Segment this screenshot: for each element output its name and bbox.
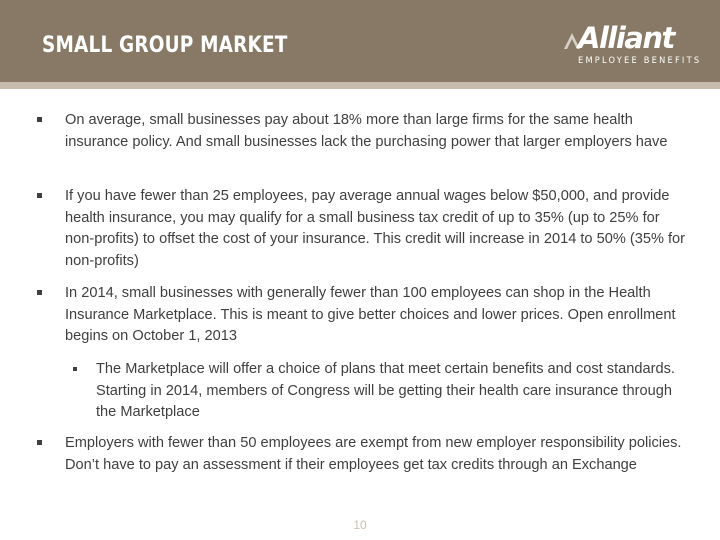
slide-title: SMALL GROUP MARKET [42,33,288,58]
bullet-text: In 2014, small businesses with generally fewer than 100 employees can shop in the Health Insurance Marketplace. This is meant to give better choices and lower prices. Open enrollment begins on October 1, 2013 [65,285,676,345]
alliant-logo [564,21,702,70]
square-bullet-icon [37,117,42,122]
page-number: 10 [353,518,367,532]
logo-wordmark: Alliant [578,21,674,55]
square-bullet-icon [37,193,42,198]
bullet-text: Employers with fewer than 50 employees are exempt from new employer responsibility policies. Don’t have to pay an assessment if their employees get tax credits through an Exchange [65,435,682,473]
logo-tagline: EMPLOYEE BENEFITS [578,56,702,66]
bullet-text: On average, small businesses pay about 18% more than large firms for the same health insurance policy. And small businesses lack the purchasing power that larger employers have [65,112,668,150]
header-stripe [0,82,720,89]
bullet-text: If you have fewer than 25 employees, pay average annual wages below $50,000, and provide health insurance, you may qualify for a small business tax credit of up to 35% (up to 25% for non-profits) to offset the cost of your insurance. This credit will increase in 2014 to 50% (35% for non-profits) [65,188,686,269]
bullet-text: The Marketplace will offer a choice of plans that meet certain benefits and cost standards. Starting in 2014, members of Congress will be getting their health care insurance through the Marketplace [96,361,675,421]
square-bullet-icon [37,440,42,445]
square-bullet-icon [73,367,77,371]
square-bullet-icon [37,290,42,295]
